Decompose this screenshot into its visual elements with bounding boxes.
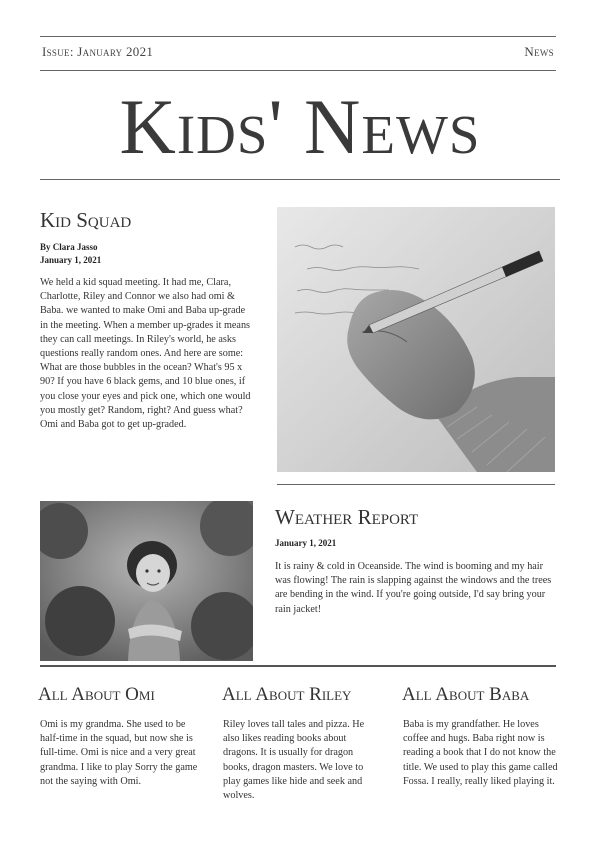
masthead-title: Kids' News [119, 83, 481, 170]
header-rule [40, 70, 556, 71]
omi-body: Omi is my grandma. She used to be half-time in the squad, but now she is full-time. Omi is nice and a very great grandma. I like to play Sorry the game not the saying with Omi. [40, 719, 198, 787]
baba-body: Baba is my grandfather. He loves coffee and hugs. Baba right now is reading a book that I do not know the title. We used to play this game called Fossa. I really, really liked playing it. [403, 719, 558, 787]
riley-body: Riley loves tall tales and pizza. He also likes reading books about dragons. It is usually for dragon books, dragon masters. We love to play games like hide and seek and wolves. [223, 719, 365, 802]
section-label: News [524, 44, 554, 59]
mid-rule [277, 484, 555, 485]
top-rule [40, 36, 556, 37]
weather-headline: Weather Report [275, 505, 419, 529]
lower-rule [40, 665, 556, 667]
weather-body: It is rainy & cold in Oceanside. The wind is booming and my hair was flowing! The rain is slapping against the windows and the trees are bending in the wind. If you're going outside, I'd say bring your rain jacket! [275, 561, 552, 615]
kid-squad-date: January 1, 2021 [40, 255, 102, 265]
weather-date: January 1, 2021 [275, 538, 337, 548]
issue-label: Issue: January 2021 [42, 44, 154, 59]
omi-headline: All About Omi [38, 684, 155, 705]
masthead-rule [40, 179, 560, 180]
girl-photo [40, 501, 253, 661]
kid-squad-body: We held a kid squad meeting. It had me, Clara, Charlotte, Riley and Connor we also had omi & Baba. we wanted to make Omi and Baba up-grade in the meeting. When a member up-grades it means they can call meetings. In Riley's world, he asks questions really random ones. And here are some: What are those bubbles in the ocean? What's 95 x 90? If you have 6 black gems, and 10 blue ones, if you close your eyes and pick one, which one would you mostly get? Random, right? And guess what? Omi and Baba got to get up-graded. [40, 277, 251, 431]
kid-squad-headline: Kid Squad [40, 208, 132, 232]
riley-headline: All About Riley [222, 684, 352, 705]
kid-squad-byline: By Clara Jasso [40, 242, 98, 252]
writing-hand-photo [277, 207, 555, 472]
baba-headline: All About Baba [402, 684, 530, 705]
